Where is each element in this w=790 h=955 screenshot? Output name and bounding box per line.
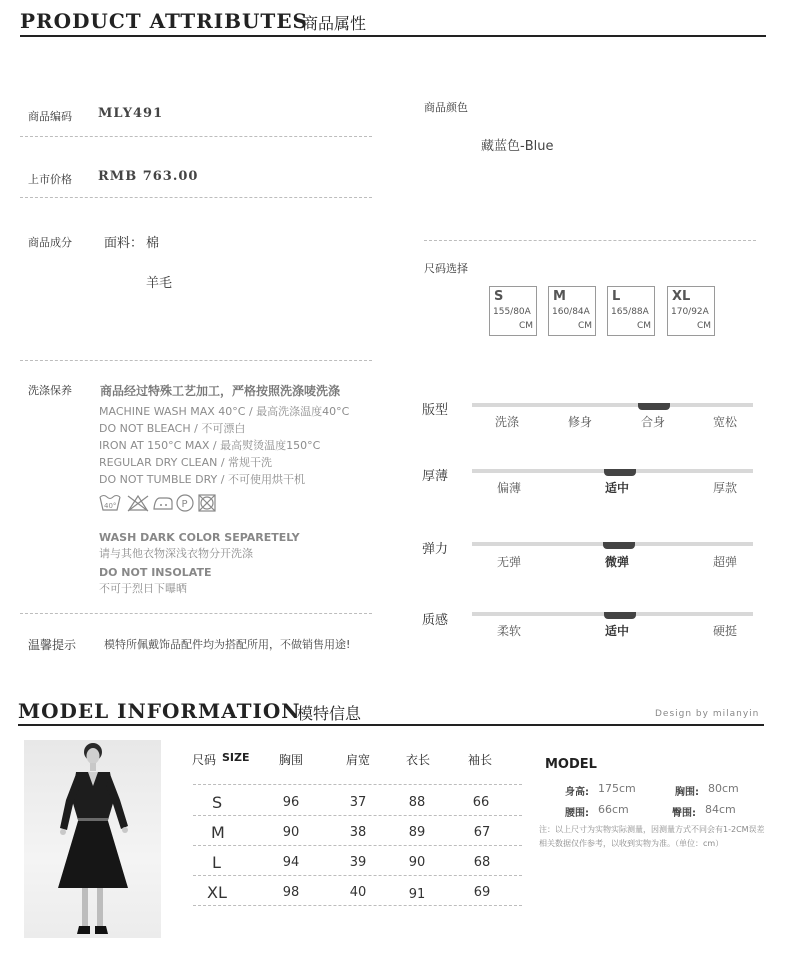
- fabric-value-1: 棉: [146, 236, 160, 251]
- size-option-letter: XL: [672, 289, 691, 304]
- size-option-unit: CM: [577, 321, 592, 331]
- size-option-measure: 160/84A: [552, 307, 590, 317]
- table-header-size-en: SIZE: [222, 751, 250, 764]
- table-cell-size: M: [211, 823, 225, 842]
- care-line: IRON AT 150°C MAX / 最高熨烫温度150°C: [99, 439, 321, 452]
- scale-marker-thickness: [604, 469, 636, 476]
- size-option-measure: 165/88A: [611, 307, 649, 317]
- no-tumble-dry-icon: [199, 495, 215, 511]
- care-headline: 商品经过特殊工艺加工，严格按照洗涤唛洗涤: [100, 384, 341, 398]
- model-figure-image: [24, 740, 161, 938]
- table-cell: 38: [349, 825, 367, 840]
- scale-option: 宽松: [713, 415, 738, 429]
- scale-option-selected: 微弹: [605, 555, 630, 569]
- scale-marker-stretch: [603, 542, 635, 549]
- table-header-shoulder: 肩宽: [346, 753, 371, 767]
- size-option-m[interactable]: [548, 286, 596, 336]
- waist-value: 66cm: [598, 803, 629, 816]
- tip-text: 模特所佩戴饰品配件均为搭配所用，不做销售用途!: [104, 638, 351, 651]
- table-cell: 69: [473, 885, 491, 900]
- size-option-xl[interactable]: [667, 286, 715, 336]
- size-option-unit: CM: [696, 321, 711, 331]
- scale-option: 柔软: [497, 624, 522, 638]
- table-cell: 39: [349, 855, 367, 870]
- table-cell-size: L: [212, 853, 221, 872]
- scale-option: 超弹: [713, 555, 738, 569]
- table-divider: [193, 875, 522, 876]
- scale-track-fit: [472, 403, 753, 407]
- care-note-2-en: DO NOT INSOLATE: [99, 566, 212, 579]
- scale-option-selected: 适中: [605, 624, 630, 638]
- table-cell: 88: [408, 795, 426, 810]
- table-cell: 67: [473, 825, 491, 840]
- scale-option: 硬挺: [713, 624, 738, 638]
- composition-label: 商品成分: [28, 236, 72, 249]
- hip-value: 84cm: [705, 803, 736, 816]
- scale-title-fit: 版型: [422, 403, 449, 418]
- table-cell: 66: [472, 795, 490, 810]
- size-option-letter: M: [553, 289, 566, 304]
- dry-clean-p-icon: [177, 495, 193, 511]
- measurement-note-1: 注：以上尺寸为实物实际测量，因测量方式不同会有1-2CM误差: [539, 825, 765, 834]
- chest-label: 胸围:: [675, 787, 699, 798]
- color-label: 商品颜色: [424, 101, 468, 114]
- code-value: MLY491: [98, 106, 164, 121]
- hip-label: 臀围:: [672, 808, 696, 819]
- care-instructions: [99, 403, 349, 488]
- divider: [20, 136, 372, 137]
- scale-option: 偏薄: [497, 481, 522, 495]
- scale-option: 洗涤: [495, 415, 520, 429]
- scale-option: 修身: [568, 415, 593, 429]
- table-cell: 37: [349, 795, 367, 810]
- table-header-size-cn: 尺码: [192, 753, 217, 767]
- table-divider: [193, 905, 522, 906]
- color-value: 藏蓝色-Blue: [481, 139, 554, 154]
- scale-marker-fit: [638, 403, 670, 410]
- size-option-measure: 155/80A: [493, 307, 531, 317]
- table-header-length: 衣长: [406, 753, 431, 767]
- table-cell: 90: [282, 825, 300, 840]
- model-header-rule: [18, 724, 764, 726]
- table-header-sleeve: 袖长: [468, 753, 493, 767]
- table-divider: [193, 845, 522, 846]
- measurement-note-2: 相关数据仅作参考，以收到实物为准。（单位：cm）: [539, 839, 724, 848]
- product-attributes-title: PRODUCT ATTRIBUTES: [20, 9, 308, 33]
- table-divider: [193, 815, 522, 816]
- waist-label: 腰围:: [565, 808, 589, 819]
- care-line: REGULAR DRY CLEAN / 常规干洗: [99, 456, 273, 469]
- table-cell: 96: [282, 795, 300, 810]
- fabric-value-2: 羊毛: [146, 276, 173, 291]
- model-information-title: MODEL INFORMATION: [18, 699, 301, 723]
- price-label: 上市价格: [28, 173, 72, 186]
- model-information-title-cn: 模特信息: [297, 704, 362, 723]
- table-cell: 89: [408, 825, 426, 840]
- size-option-unit: CM: [518, 321, 533, 331]
- divider: [424, 240, 756, 241]
- table-cell-size: S: [212, 793, 223, 812]
- model-stats-title: MODEL: [545, 757, 597, 772]
- chest-value: 80cm: [708, 782, 739, 795]
- table-cell: 98: [282, 885, 300, 900]
- care-line: DO NOT TUMBLE DRY / 不可使用烘干机: [99, 473, 305, 486]
- table-cell: 94: [282, 855, 300, 870]
- height-value: 175cm: [598, 782, 636, 795]
- wash-40-icon: [100, 496, 120, 511]
- table-cell-size: XL: [207, 883, 227, 902]
- care-note-2-cn: 不可于烈日下曝晒: [99, 582, 187, 595]
- scale-option-selected: 适中: [605, 481, 630, 495]
- height-label: 身高:: [565, 787, 589, 798]
- table-cell: 68: [473, 855, 491, 870]
- care-note-1-cn: 请与其他衣物深浅衣物分开洗涤: [99, 547, 253, 560]
- model-photo: [24, 740, 161, 938]
- no-bleach-icon: [128, 496, 148, 511]
- code-label: 商品编码: [28, 110, 72, 123]
- size-option-s[interactable]: [489, 286, 537, 336]
- table-cell: 40: [349, 885, 367, 900]
- table-cell: 91: [408, 887, 426, 902]
- product-attributes-title-cn: 商品属性: [302, 14, 367, 33]
- table-header-chest: 胸围: [279, 753, 304, 767]
- scale-option: 厚款: [713, 481, 738, 495]
- care-line: DO NOT BLEACH / 不可漂白: [99, 422, 246, 435]
- design-credit: Design by milanyin: [655, 709, 760, 719]
- divider: [20, 360, 372, 361]
- care-line: MACHINE WASH MAX 40°C / 最高洗涤温度40°C: [99, 405, 350, 418]
- size-option-letter: L: [612, 289, 621, 304]
- care-symbols: [99, 493, 217, 513]
- care-label: 洗涤保养: [28, 384, 72, 397]
- price-value: RMB 763.00: [98, 169, 199, 184]
- wash-temp-symbol: 40°: [104, 502, 117, 510]
- table-cell: 90: [408, 855, 426, 870]
- scale-marker-texture: [604, 612, 636, 619]
- size-option-unit: CM: [636, 321, 651, 331]
- size-option-measure: 170/92A: [671, 307, 709, 317]
- size-label: 尺码选择: [424, 262, 468, 275]
- header-rule: [20, 35, 766, 37]
- fabric-label: 面料：: [104, 236, 144, 251]
- divider: [20, 197, 372, 198]
- table-divider: [193, 784, 522, 785]
- scale-title-thickness: 厚薄: [422, 469, 449, 484]
- scale-title-stretch: 弹力: [422, 542, 449, 557]
- dry-clean-symbol: P: [181, 499, 188, 510]
- size-option-l[interactable]: [607, 286, 655, 336]
- scale-option: 无弹: [497, 555, 522, 569]
- size-option-letter: S: [494, 289, 504, 304]
- care-note-1-en: WASH DARK COLOR SEPARETELY: [99, 531, 300, 544]
- scale-title-texture: 质感: [422, 613, 449, 628]
- iron-icon: [154, 498, 172, 509]
- divider: [20, 613, 372, 614]
- scale-option: 合身: [641, 415, 666, 429]
- tip-label: 温馨提示: [28, 638, 77, 652]
